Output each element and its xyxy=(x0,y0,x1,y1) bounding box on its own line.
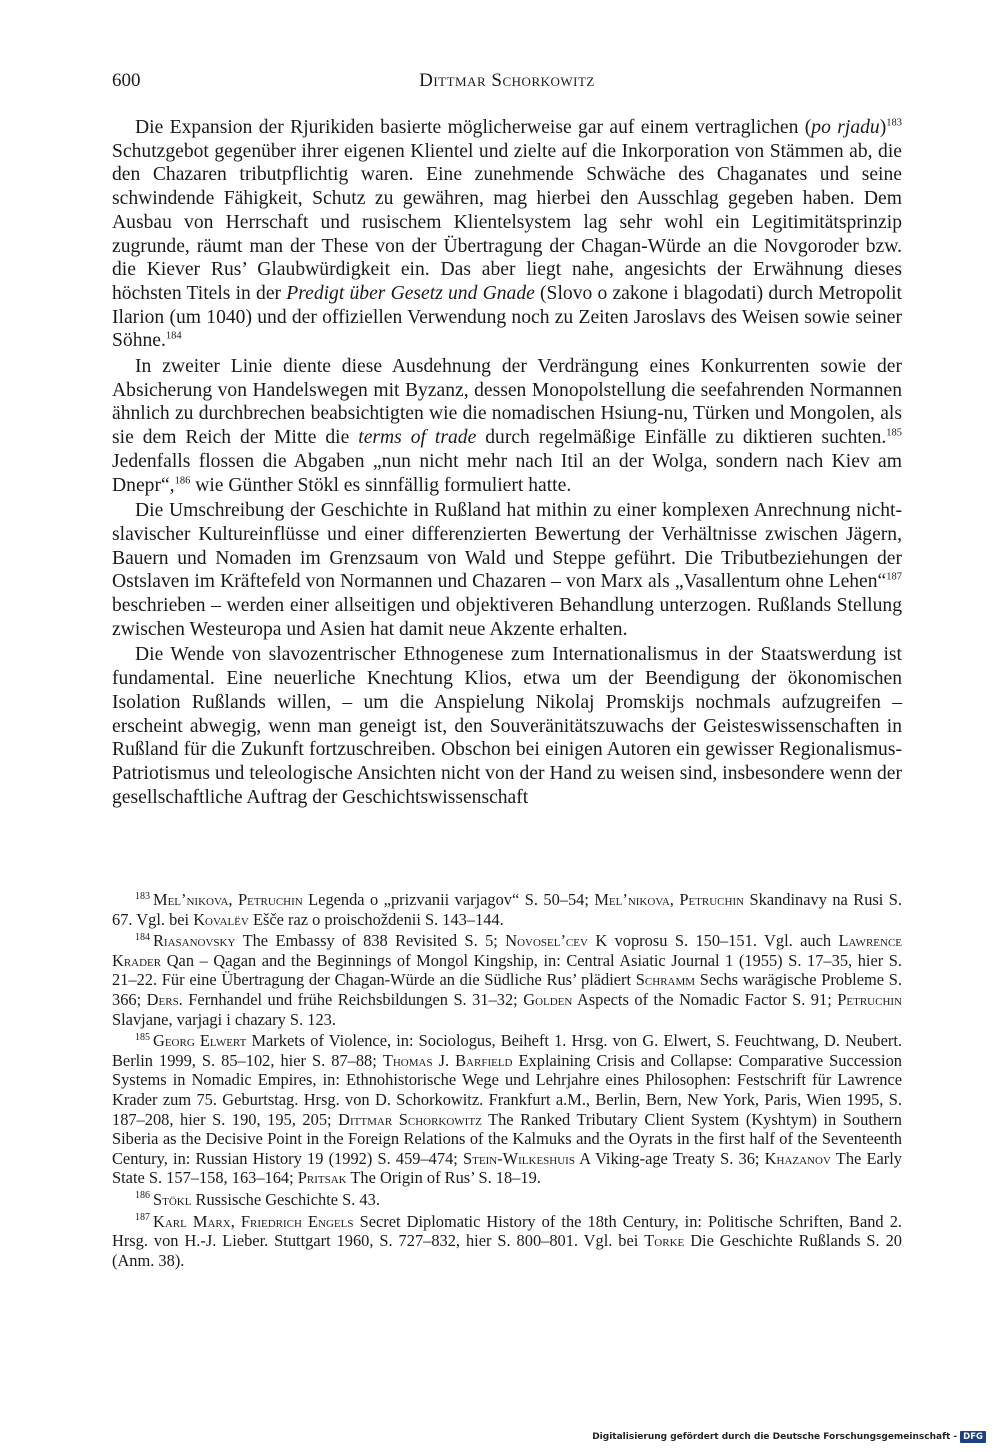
author: Stein-Wilkeshuis xyxy=(463,1148,575,1168)
italic-term: po rjadu xyxy=(811,117,880,138)
footnote-ref: 185 xyxy=(886,427,903,439)
author: Torke xyxy=(644,1231,685,1251)
author: Riasanovsky xyxy=(153,931,236,951)
footnote-185: $^{185}$ Georg Elwert Markets of Violence, in: Sociologus, Beiheft 1. Hrsg. von G. Elwert, S. Feuchtwang, D. Neubert. Berlin 1999, S. 85–102, hier S. 87–88; Thomas J. Barfield Explaining Crisis and Collapse: Comparative Succession Systems in Nomadic Empires, in: Ethnohistorische Wege und Lehrjahre eines Philosophen: Festschrift für Lawrence Krader zum 75. Geburtstag. Hrsg. von D. Schorkowitz. Frankfurt a.M., Berlin, Bern, New York, Paris, Wien 1995, S. 187–208, hier S. 190, 195, 205; Dittmar Schorkowitz The Ranked Tributary Client System (Kyshtym) in Southern Siberia as the Decisive Point in the Foreign Relations of the Kalmuks and the Oyrats in the first half of the Seventeenth Century, in: Russian History 19 (1992) S. 459–474; Stein-Wilkeshuis A Viking-age Treaty S. 36; Khazanov The Early State S. 157–158, 163–164; Pritsak The Origin of Rus’ S. 18–19. xyxy=(112,1031,902,1188)
footnote-186: $^{186}$ Stökl Russische Geschichte S. 43. xyxy=(135,1189,380,1209)
author: Mel’nikova, Petruchin xyxy=(153,890,303,909)
italic-title: Predigt über Gesetz und Gnade xyxy=(286,282,535,304)
dfg-logo: DFG xyxy=(960,1431,986,1443)
author: Dittmar Schorkowitz xyxy=(338,1109,482,1129)
footnote-number: 187 xyxy=(135,1212,150,1224)
author: Stökl xyxy=(153,1189,192,1209)
main-text xyxy=(112,116,902,811)
author: Pritsak xyxy=(297,1168,347,1188)
footnote-ref: 186 xyxy=(174,475,191,487)
footnote-ref: 187 xyxy=(886,571,902,583)
page-number: 600 xyxy=(112,70,141,91)
author: Kovalëv xyxy=(193,909,249,929)
running-head: Dittmar Schorkowitz xyxy=(419,70,595,91)
paragraph-1: Die Expansion der Rjurikiden basierte möglicherweise gar auf einem vertraglichen (po rjadu)$^{183}$ Schutzgebot gegenüber ihrer eigenen Klientel und zielte auf die Inkorporation von Stämmen ab, die den Chazaren tributpflichtig waren. Eine zunehmende Schwäche des Chaganates und seine schwindende Fähigkeit, Schutz zu gewähren, mag hierbei den Ausschlag gegeben haben. Dem Ausbau von Herrschaft und rusischem Klientelsystem lag sehr wohl ein Legitimitätsprinzip zugrunde, räumt man der These von der Übertragung der Chagan-Würde an die Novgoroder bzw. die Kiever Rus’ Glaubwürdigkeit ein. Das aber liegt nahe, angesichts der Erwähnung dieses höchsten Titels in der Predigt über Gesetz und Gnade (Slovo o zakone i blagodati) durch Metropolit Ilarion (um 1040) und der offiziellen Verwendung noch zu Zeiten Jaroslavs des Weisen sowie seiner Söhne.$^{184}$ xyxy=(112,117,903,352)
credit-text: Digitalisierung gefördert durch die Deutsche Forschungsgemeinschaft - xyxy=(592,1432,958,1442)
footnote-number: 183 xyxy=(135,890,150,902)
footnote-number: 185 xyxy=(135,1031,150,1043)
author: Schramm xyxy=(635,970,696,990)
author: Mel’nikova, Petruchin xyxy=(594,890,745,909)
paragraph-4: Die Wende von slavozentrischer Ethnogenese zum Internationalismus in der Staatswerdung ist fundamental. Eine neuerliche Knechtung Klios, etwa um der Beendigung der ökonomischen Isolation Rußlands willen, – um die Anspielung Nikolaj Promskijs nochmals aufzugreifen – erscheint abwegig, wenn man geneigt ist, den Souveränitätszuwachs der Geisteswissenschaften in Rußland für die Zukunft fortzuschreiben. Obschon bei einigen Autoren ein gewisser Regionalismus-Patriotismus und teleologische Ansichten nicht von der Hand zu weisen sind, insbesondere wenn der gesellschaftliche Auftrag der Geschichtswissenschaft xyxy=(112,644,902,808)
author: Golden xyxy=(523,989,573,1009)
footnote-ref: 184 xyxy=(165,330,182,342)
footnote-number: 184 xyxy=(135,931,150,943)
author: Lawrence Krader xyxy=(112,931,902,970)
digitization-credit xyxy=(592,1430,986,1444)
footnote-184: $^{184}$ Riasanovsky The Embassy of 838 Revisited S. 5; Novosel’cev K voprosu S. 150–151. Vgl. auch Lawrence Krader Qan – Qagan and the Beginnings of Mongol Kingship, in: Central Asiatic Journal 1 (1955) S. 17–35, hier S. 21–22. Für eine Übertragung der Chagan-Würde an die Südliche Rus’ plädiert Schramm Sechs warägische Probleme S. 366; Ders. Fernhandel und frühe Reichsbildungen S. 31–32; Golden Aspects of the Nomadic Factor S. 91; Petruchin Slavjane, varjagi i chazary S. 123. xyxy=(112,931,903,1029)
footnote-187: $^{187}$ Karl Marx, Friedrich Engels Secret Diplomatic History of the 18th Century, in: Politische Schriften, Band 2. Hrsg. von H.-J. Lieber. Stuttgart 1960, S. 727–832, hier S. 800–801. Vgl. bei Torke Die Geschichte Rußlands S. 20 (Anm. 38). xyxy=(112,1211,903,1270)
author: Ders. xyxy=(146,989,183,1009)
author: Karl Marx, Friedrich Engels xyxy=(153,1211,354,1231)
author: Thomas J. Barfield xyxy=(382,1050,513,1070)
paragraph-3: Die Umschreibung der Geschichte in Rußland hat mithin zu einer komplexen Anrechnung nicht-slavischer Kultureinflüsse und einer differenzierten Bewertung der Verhältnisse zwischen Jägern, Bauern und Nomaden im Grenzsaum von Wald und Steppe geführt. Die Tributbeziehungen der Ostslaven im Kräftefeld von Normannen und Chazaren – von Marx als „Vasallentum ohne Lehen“$^{187}$ beschrieben – werden einer allseitigen und objektiveren Behandlung unterzogen. Rußlands Stellung zwischen Westeuropa und Asien hat damit neue Akzente erhalten. xyxy=(112,500,902,640)
author: Petruchin xyxy=(837,989,903,1009)
author: Khazanov xyxy=(764,1148,831,1168)
footnote-183: $^{183}$ Mel’nikova, Petruchin Legenda o „prizvanii varjagov“ S. 50–54; Mel’nikova, Petruchin Skandinavy na Rusi S. 67. Vgl. bei Kovalëv Ešče raz o proischoždenii S. 143–144. xyxy=(112,890,902,929)
footnotes xyxy=(112,890,902,1272)
footnote-number: 186 xyxy=(135,1190,150,1202)
author: Novosel’cev xyxy=(505,931,588,951)
paragraph-2: In zweiter Linie diente diese Ausdehnung der Verdrängung eines Konkurrenten sowie der Absicherung von Handelswegen mit Byzanz, dessen Monopolstellung die seefahrenden Normannen ähnlich zu durchbrechen beabsichtigten wie die nomadischen Hsiung-nu, Türken und Mongolen, als sie dem Reich der Mitte die terms of trade durch regelmäßige Einfälle zu diktieren suchten.$^{185}$ Jedenfalls flossen die Abgaben „nun nicht mehr nach Itil an der Wolga, sondern nach Kiev am Dnepr“,$^{186}$ wie Günther Stökl es sinnfällig formuliert hatte. xyxy=(112,356,903,496)
author: Georg Elwert xyxy=(153,1031,247,1051)
page-header xyxy=(112,66,902,96)
footnote-ref: 183 xyxy=(886,117,902,129)
italic-term: terms of trade xyxy=(358,427,477,449)
